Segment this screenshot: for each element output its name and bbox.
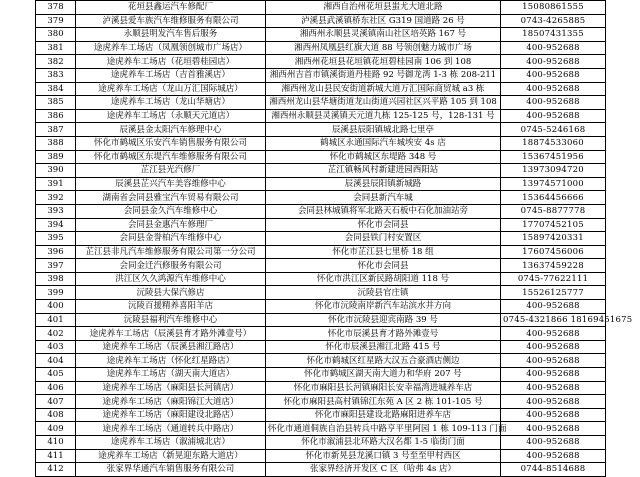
cell-tel: 15897420331 [501, 232, 606, 246]
cell-no: 378 [36, 1, 76, 15]
cell-no: 390 [36, 164, 76, 178]
cell-tel: 15080861555 [501, 1, 606, 15]
cell-addr: 湘西州吉首市镇溪街道丹桂路 92 号御龙湾 1-3 栋 208-211 [266, 68, 501, 82]
table-row [36, 327, 606, 341]
table-row [36, 82, 606, 96]
cell-name: 途虎养车工场店（麻阳锦江大道店） [76, 395, 266, 409]
cell-addr: 沅陵县官庄镇 [266, 286, 501, 300]
cell-tel: 15364456666 [501, 191, 606, 205]
cell-tel: 15367451956 [501, 150, 606, 164]
table-row [36, 96, 606, 110]
cell-addr: 怀化市沅陵南岸新汽车站滨水井方向 [266, 300, 501, 314]
cell-name: 途虎养车工场店（湖天南大道店） [76, 368, 266, 382]
cell-name: 泸溪县爱车族汽车维修服务有限公司 [76, 14, 266, 28]
cell-tel: 18874533060 [501, 136, 606, 150]
cell-addr: 湘西州永顺县灵溪镇南山社区培英路 167 号 [266, 28, 501, 42]
table-row [36, 368, 606, 382]
cell-name: 怀化市鹤城区东堤汽车维修服务有限公司 [76, 150, 266, 164]
cell-tel: 0744-8514688 [501, 463, 606, 477]
cell-name: 会同县金誉柏汽车维修中心 [76, 232, 266, 246]
table-row [36, 286, 606, 300]
cell-name: 怀化市鹤城区乐安汽车销售服务有限公司 [76, 136, 266, 150]
cell-addr: 怀化市麻阳县建设北路麻阳进养车店 [266, 408, 501, 422]
cell-no: 412 [36, 463, 76, 477]
cell-tel: 400-952688 [501, 422, 606, 436]
cell-addr: 湘西自治州花垣县蚩尤大道北路 [266, 1, 501, 15]
cell-no: 385 [36, 96, 76, 110]
cell-tel: 0745-77622111 [501, 272, 606, 286]
cell-name: 辰溪县芷兴汽车美容维修中心 [76, 177, 266, 191]
service-shop-table [35, 0, 633, 477]
cell-tel: 400-952688 [501, 340, 606, 354]
cell-addr: 怀化市鹤城区红星路大汉五合豪酒店侧边 [266, 354, 501, 368]
cell-no: 398 [36, 272, 76, 286]
cell-tel: 400-952688 [501, 109, 606, 123]
table-row [36, 436, 606, 450]
cell-name: 途虎养车工场店（通道转兵中路店） [76, 422, 266, 436]
cell-tel: 400-952688 [501, 41, 606, 55]
table-row [36, 177, 606, 191]
cell-no: 391 [36, 177, 76, 191]
cell-tel: 400-952688 [501, 408, 606, 422]
cell-no: 380 [36, 28, 76, 42]
cell-no: 383 [36, 68, 76, 82]
cell-no: 409 [36, 422, 76, 436]
cell-name: 途虎养车工场店（辰溪县湘江路店） [76, 340, 266, 354]
table-row [36, 109, 606, 123]
table-row [36, 272, 606, 286]
cell-name: 途虎养车工场店（龙山万汇国际城店） [76, 82, 266, 96]
cell-tel: 400-952688 [501, 395, 606, 409]
cell-tel: 400-952688 [501, 327, 606, 341]
cell-tel: 0745-8877778 [501, 204, 606, 218]
table-row [36, 204, 606, 218]
cell-tel: 400-952688 [501, 436, 606, 450]
table-row [36, 463, 606, 477]
table-row [36, 340, 606, 354]
table-row [36, 232, 606, 246]
cell-no: 386 [36, 109, 76, 123]
table-row [36, 68, 606, 82]
cell-no: 395 [36, 232, 76, 246]
cell-name: 花垣县鑫运汽车修配厂 [76, 1, 266, 15]
cell-no: 411 [36, 449, 76, 463]
table-row [36, 1, 606, 15]
cell-name: 芷江县非凡汽车维修服务有限公司第一分公司 [76, 245, 266, 259]
cell-tel: 400-952688 [501, 96, 606, 110]
table-row [36, 123, 606, 137]
cell-no: 393 [36, 204, 76, 218]
cell-name: 张家界华通汽车销售服务有限公司 [76, 463, 266, 477]
cell-addr: 怀化市辰溪县育才路外滩壹号 [266, 327, 501, 341]
table-row [36, 41, 606, 55]
cell-addr: 鹤城区永通国际汽车城埃安 4s 店 [266, 136, 501, 150]
cell-name: 途虎养车工场店（凤凰领创城市广场店） [76, 41, 266, 55]
cell-name: 途虎养车工场店（新晃迎东路大道店） [76, 449, 266, 463]
cell-name: 辰溪县金太阳汽车修理中心 [76, 123, 266, 137]
cell-name: 洪江区久久鸿源汽车维修中心 [76, 272, 266, 286]
cell-tel: 13973094720 [501, 164, 606, 178]
cell-tel: 0745-5246168 [501, 123, 606, 137]
cell-name: 会同县金惠汽车修理厂 [76, 218, 266, 232]
cell-no: 403 [36, 340, 76, 354]
cell-no: 404 [36, 354, 76, 368]
cell-addr: 怀化市会同县 [266, 259, 501, 273]
cell-tel: 400-952688 [501, 354, 606, 368]
cell-name: 湖南省会同县雅宝汽车贸易有限公司 [76, 191, 266, 205]
cell-addr: 湘西州龙山县华塘街道龙山街道兴园社区兴平路 105 到 108 [266, 96, 501, 110]
cell-tel: 400-952688 [501, 300, 606, 314]
cell-name: 途虎养车工场店（辰溪县育才路外滩壹号） [76, 327, 266, 341]
cell-no: 407 [36, 395, 76, 409]
cell-addr: 怀化市麻阳县高村镇锦江东苑 A 区 2 栋 101-105 号 [266, 395, 501, 409]
cell-no: 396 [36, 245, 76, 259]
cell-addr: 泸溪县武溪镇桥东社区 G319 国道路 26 号 [266, 14, 501, 28]
cell-addr: 怀化市辰溪县湘江北路 415 号 [266, 340, 501, 354]
cell-addr: 怀化市会同县 [266, 218, 501, 232]
cell-no: 397 [36, 259, 76, 273]
cell-name: 途虎养车工场店（溆浦城北店） [76, 436, 266, 450]
table-row [36, 218, 606, 232]
table-row [36, 408, 606, 422]
cell-tel: 400-952688 [501, 82, 606, 96]
cell-addr: 芷江镇畅风村新建进园西阳站 [266, 164, 501, 178]
table-row [36, 14, 606, 28]
table-body [36, 1, 633, 477]
table-row [36, 164, 606, 178]
table-row [36, 191, 606, 205]
cell-tel: 13974571000 [501, 177, 606, 191]
cell-addr: 辰溪县辰阳镇城北路七里亭 [266, 123, 501, 137]
cell-no: 389 [36, 150, 76, 164]
cell-addr: 会同县新汽车城 [266, 191, 501, 205]
table-row [36, 449, 606, 463]
cell-name: 途虎养车工场店（麻阳县长河镇店） [76, 381, 266, 395]
table-row [36, 259, 606, 273]
cell-tel: 18507431355 [501, 28, 606, 42]
cell-tel: 17707452105 [501, 218, 606, 232]
cell-name: 途虎养车工场店（吉首雅溪店） [76, 68, 266, 82]
cell-no: 382 [36, 55, 76, 69]
cell-tel: 400-952688 [501, 381, 606, 395]
cell-no: 399 [36, 286, 76, 300]
cell-no: 388 [36, 136, 76, 150]
cell-no: 401 [36, 313, 76, 327]
table-row [36, 245, 606, 259]
cell-tel: 0743-4265885 [501, 14, 606, 28]
cell-addr: 会同县林城镇将军北路天石板中石化加油站旁 [266, 204, 501, 218]
table-row [36, 395, 606, 409]
table-row [36, 313, 606, 327]
cell-tel: 0745-4321866 18169451675 [501, 313, 606, 327]
cell-tel: 15526125777 [501, 286, 606, 300]
cell-addr: 湘西州花垣县花垣镇花垣碧桂园南 106 到 108 [266, 55, 501, 69]
cell-name: 永顺县明发汽车售后服务 [76, 28, 266, 42]
cell-addr: 张家界经济开发区 C 区（哈弗 4s 店） [266, 463, 501, 477]
cell-addr: 湘西州永顺县灵溪镇天元道九栋 125-125 号，128-131 号 [266, 109, 501, 123]
table-row [36, 55, 606, 69]
cell-tel: 17607456006 [501, 245, 606, 259]
cell-addr: 怀化市鹤城区东堤路 348 号 [266, 150, 501, 164]
table-row [36, 28, 606, 42]
cell-addr: 怀化市新晃县龙溪口镇 3 号至至甲村西区 [266, 449, 501, 463]
cell-no: 379 [36, 14, 76, 28]
cell-name: 会同县金久汽车维修中心 [76, 204, 266, 218]
cell-addr: 辰溪县辰阳镇新城路 [266, 177, 501, 191]
cell-no: 405 [36, 368, 76, 382]
cell-tel: 400-952688 [501, 449, 606, 463]
cell-no: 394 [36, 218, 76, 232]
cell-name: 途虎养车工场店（花垣碧桂园店） [76, 55, 266, 69]
cell-addr: 怀化市洪江区新民路胡阳道 118 号 [266, 272, 501, 286]
cell-name: 途虎养车工场店（怀化红星路店） [76, 354, 266, 368]
cell-tel: 400-952688 [501, 55, 606, 69]
cell-no: 406 [36, 381, 76, 395]
cell-name: 途虎养车工场店（龙山华塘店） [76, 96, 266, 110]
table-row [36, 300, 606, 314]
cell-addr: 怀化市麻阳县长河镇麻阳长安幸福湾进城养车店 [266, 381, 501, 395]
table-row [36, 136, 606, 150]
cell-name: 途虎养车工场店（永顺天元道店） [76, 109, 266, 123]
table-row [36, 381, 606, 395]
table-row [36, 150, 606, 164]
cell-no: 408 [36, 408, 76, 422]
cell-no: 381 [36, 41, 76, 55]
cell-no: 402 [36, 327, 76, 341]
table-row [36, 354, 606, 368]
cell-addr: 会同县铁门村安置区 [266, 232, 501, 246]
cell-name: 沅陵县福利汽车维修中心 [76, 313, 266, 327]
table-row [36, 422, 606, 436]
cell-tel: 13637459228 [501, 259, 606, 273]
cell-name: 芷江县光汽修厂 [76, 164, 266, 178]
cell-tel: 400-952688 [501, 368, 606, 382]
cell-addr: 怀化市沅陵县迎宾南路 39 号 [266, 313, 501, 327]
cell-no: 387 [36, 123, 76, 137]
cell-addr: 怀化市芷江县七里桥 18 组 [266, 245, 501, 259]
cell-no: 410 [36, 436, 76, 450]
cell-no: 400 [36, 300, 76, 314]
cell-no: 384 [36, 82, 76, 96]
cell-no: 392 [36, 191, 76, 205]
cell-addr: 怀化市溆浦县北环路大汉名都 1-5 临街门面 [266, 436, 501, 450]
cell-addr: 怀化市鹤城区湖天南大道力和华府 207 号 [266, 368, 501, 382]
cell-tel: 400-952688 [501, 68, 606, 82]
cell-addr: 湘西州龙山县民安街道新城大道万汇国际商贸城 a3 栋 [266, 82, 501, 96]
cell-name: 沅陵县大保汽修店 [76, 286, 266, 300]
cell-name: 途虎养车工场店（麻阳建设北路店） [76, 408, 266, 422]
cell-addr: 怀化市通道侗族自治县转兵中路亨平里阿园 1 栋 109-113 门面 [266, 422, 501, 436]
cell-addr: 湘西州凤凰县红旗大道 88 号领创魅力城市广场 [266, 41, 501, 55]
cell-name: 会同金迁汽修服务有限公司 [76, 259, 266, 273]
cell-name: 沅陵百援精养喜阳羊店 [76, 300, 266, 314]
